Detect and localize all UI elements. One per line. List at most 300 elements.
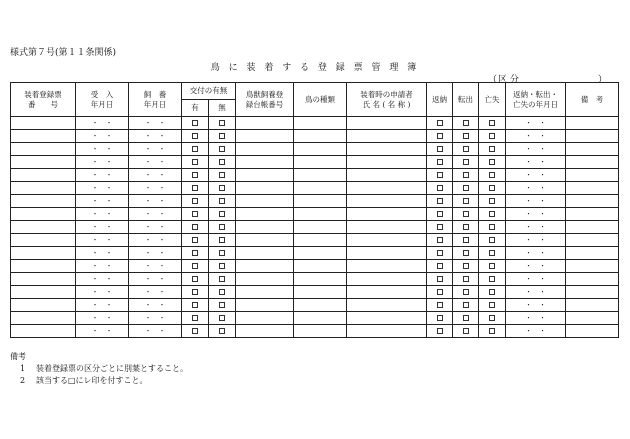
applicant-cell[interactable]: [347, 143, 427, 156]
checkbox-square[interactable]: [192, 276, 198, 282]
checkbox-square[interactable]: [437, 237, 443, 243]
checkbox-square[interactable]: [437, 302, 443, 308]
returned-checkbox[interactable]: [427, 169, 453, 182]
issued-no-checkbox[interactable]: [209, 169, 236, 182]
transferred-checkbox[interactable]: [453, 325, 479, 338]
remarks-cell[interactable]: [566, 221, 619, 234]
issued-no-checkbox[interactable]: [209, 247, 236, 260]
transferred-checkbox[interactable]: [453, 234, 479, 247]
checkbox-square[interactable]: [437, 289, 443, 295]
applicant-cell[interactable]: [347, 208, 427, 221]
returned-checkbox[interactable]: [427, 143, 453, 156]
tag-number-cell[interactable]: [11, 143, 76, 156]
issued-no-checkbox[interactable]: [209, 234, 236, 247]
transferred-checkbox[interactable]: [453, 130, 479, 143]
checkbox-square[interactable]: [437, 120, 443, 126]
checkbox-square[interactable]: [219, 133, 225, 139]
remarks-cell[interactable]: [566, 286, 619, 299]
ledger-number-cell[interactable]: [236, 117, 294, 130]
transferred-checkbox[interactable]: [453, 286, 479, 299]
species-cell[interactable]: [294, 143, 347, 156]
checkbox-square[interactable]: [192, 211, 198, 217]
checkbox-square[interactable]: [437, 185, 443, 191]
transferred-checkbox[interactable]: [453, 312, 479, 325]
return-date-cell[interactable]: [506, 195, 566, 208]
return-date-cell[interactable]: [506, 143, 566, 156]
ledger-number-cell[interactable]: [236, 221, 294, 234]
received-date-cell[interactable]: [76, 260, 129, 273]
received-date-cell[interactable]: [76, 221, 129, 234]
return-date-cell[interactable]: [506, 117, 566, 130]
checkbox-square[interactable]: [192, 263, 198, 269]
died-checkbox[interactable]: [479, 312, 506, 325]
checkbox-square[interactable]: [219, 211, 225, 217]
checkbox-square[interactable]: [219, 263, 225, 269]
applicant-cell[interactable]: [347, 260, 427, 273]
species-cell[interactable]: [294, 221, 347, 234]
returned-checkbox[interactable]: [427, 234, 453, 247]
issued-no-checkbox[interactable]: [209, 143, 236, 156]
checkbox-square[interactable]: [489, 198, 495, 204]
transferred-checkbox[interactable]: [453, 208, 479, 221]
applicant-cell[interactable]: [347, 299, 427, 312]
died-checkbox[interactable]: [479, 143, 506, 156]
kept-date-cell[interactable]: [129, 325, 182, 338]
issued-no-checkbox[interactable]: [209, 156, 236, 169]
species-cell[interactable]: [294, 169, 347, 182]
tag-number-cell[interactable]: [11, 208, 76, 221]
received-date-cell[interactable]: [76, 247, 129, 260]
tag-number-cell[interactable]: [11, 130, 76, 143]
kept-date-cell[interactable]: [129, 299, 182, 312]
return-date-cell[interactable]: [506, 325, 566, 338]
tag-number-cell[interactable]: [11, 221, 76, 234]
checkbox-square[interactable]: [219, 172, 225, 178]
ledger-number-cell[interactable]: [236, 169, 294, 182]
checkbox-square[interactable]: [219, 159, 225, 165]
remarks-cell[interactable]: [566, 247, 619, 260]
checkbox-square[interactable]: [489, 211, 495, 217]
checkbox-square[interactable]: [489, 276, 495, 282]
died-checkbox[interactable]: [479, 260, 506, 273]
transferred-checkbox[interactable]: [453, 156, 479, 169]
kept-date-cell[interactable]: [129, 221, 182, 234]
received-date-cell[interactable]: [76, 286, 129, 299]
return-date-cell[interactable]: [506, 247, 566, 260]
checkbox-square[interactable]: [463, 328, 469, 334]
returned-checkbox[interactable]: [427, 260, 453, 273]
checkbox-square[interactable]: [463, 159, 469, 165]
checkbox-square[interactable]: [463, 289, 469, 295]
checkbox-square[interactable]: [219, 328, 225, 334]
died-checkbox[interactable]: [479, 247, 506, 260]
issued-yes-checkbox[interactable]: [182, 312, 209, 325]
checkbox-square[interactable]: [219, 289, 225, 295]
transferred-checkbox[interactable]: [453, 299, 479, 312]
issued-no-checkbox[interactable]: [209, 286, 236, 299]
kept-date-cell[interactable]: [129, 182, 182, 195]
checkbox-square[interactable]: [463, 263, 469, 269]
tag-number-cell[interactable]: [11, 156, 76, 169]
issued-yes-checkbox[interactable]: [182, 143, 209, 156]
kept-date-cell[interactable]: [129, 286, 182, 299]
checkbox-square[interactable]: [437, 263, 443, 269]
checkbox-square[interactable]: [437, 159, 443, 165]
remarks-cell[interactable]: [566, 117, 619, 130]
checkbox-square[interactable]: [437, 211, 443, 217]
checkbox-square[interactable]: [463, 211, 469, 217]
kept-date-cell[interactable]: [129, 117, 182, 130]
applicant-cell[interactable]: [347, 325, 427, 338]
issued-no-checkbox[interactable]: [209, 312, 236, 325]
remarks-cell[interactable]: [566, 260, 619, 273]
transferred-checkbox[interactable]: [453, 195, 479, 208]
ledger-number-cell[interactable]: [236, 143, 294, 156]
received-date-cell[interactable]: [76, 312, 129, 325]
issued-yes-checkbox[interactable]: [182, 234, 209, 247]
issued-yes-checkbox[interactable]: [182, 130, 209, 143]
died-checkbox[interactable]: [479, 117, 506, 130]
kept-date-cell[interactable]: [129, 143, 182, 156]
checkbox-square[interactable]: [192, 224, 198, 230]
kept-date-cell[interactable]: [129, 247, 182, 260]
checkbox-square[interactable]: [219, 237, 225, 243]
issued-yes-checkbox[interactable]: [182, 260, 209, 273]
checkbox-square[interactable]: [192, 172, 198, 178]
ledger-number-cell[interactable]: [236, 286, 294, 299]
species-cell[interactable]: [294, 156, 347, 169]
issued-yes-checkbox[interactable]: [182, 195, 209, 208]
checkbox-square[interactable]: [192, 289, 198, 295]
species-cell[interactable]: [294, 234, 347, 247]
died-checkbox[interactable]: [479, 182, 506, 195]
checkbox-square[interactable]: [192, 302, 198, 308]
remarks-cell[interactable]: [566, 130, 619, 143]
ledger-number-cell[interactable]: [236, 325, 294, 338]
ledger-number-cell[interactable]: [236, 260, 294, 273]
checkbox-square[interactable]: [437, 328, 443, 334]
died-checkbox[interactable]: [479, 299, 506, 312]
return-date-cell[interactable]: [506, 273, 566, 286]
issued-no-checkbox[interactable]: [209, 208, 236, 221]
remarks-cell[interactable]: [566, 312, 619, 325]
remarks-cell[interactable]: [566, 273, 619, 286]
issued-no-checkbox[interactable]: [209, 273, 236, 286]
applicant-cell[interactable]: [347, 312, 427, 325]
issued-yes-checkbox[interactable]: [182, 325, 209, 338]
received-date-cell[interactable]: [76, 299, 129, 312]
remarks-cell[interactable]: [566, 195, 619, 208]
checkbox-square[interactable]: [463, 276, 469, 282]
transferred-checkbox[interactable]: [453, 169, 479, 182]
remarks-cell[interactable]: [566, 182, 619, 195]
checkbox-square[interactable]: [219, 146, 225, 152]
issued-no-checkbox[interactable]: [209, 260, 236, 273]
received-date-cell[interactable]: [76, 182, 129, 195]
checkbox-square[interactable]: [463, 315, 469, 321]
checkbox-square[interactable]: [437, 146, 443, 152]
returned-checkbox[interactable]: [427, 286, 453, 299]
checkbox-square[interactable]: [192, 185, 198, 191]
received-date-cell[interactable]: [76, 169, 129, 182]
return-date-cell[interactable]: [506, 156, 566, 169]
kept-date-cell[interactable]: [129, 273, 182, 286]
checkbox-square[interactable]: [489, 289, 495, 295]
return-date-cell[interactable]: [506, 260, 566, 273]
tag-number-cell[interactable]: [11, 312, 76, 325]
kept-date-cell[interactable]: [129, 130, 182, 143]
checkbox-square[interactable]: [437, 198, 443, 204]
issued-yes-checkbox[interactable]: [182, 208, 209, 221]
applicant-cell[interactable]: [347, 234, 427, 247]
received-date-cell[interactable]: [76, 273, 129, 286]
checkbox-square[interactable]: [219, 198, 225, 204]
checkbox-square[interactable]: [192, 159, 198, 165]
checkbox-square[interactable]: [489, 302, 495, 308]
tag-number-cell[interactable]: [11, 195, 76, 208]
applicant-cell[interactable]: [347, 182, 427, 195]
received-date-cell[interactable]: [76, 130, 129, 143]
checkbox-square[interactable]: [463, 237, 469, 243]
tag-number-cell[interactable]: [11, 247, 76, 260]
returned-checkbox[interactable]: [427, 130, 453, 143]
returned-checkbox[interactable]: [427, 325, 453, 338]
checkbox-square[interactable]: [192, 146, 198, 152]
checkbox-square[interactable]: [437, 276, 443, 282]
remarks-cell[interactable]: [566, 234, 619, 247]
checkbox-square[interactable]: [463, 302, 469, 308]
tag-number-cell[interactable]: [11, 286, 76, 299]
received-date-cell[interactable]: [76, 195, 129, 208]
return-date-cell[interactable]: [506, 208, 566, 221]
died-checkbox[interactable]: [479, 325, 506, 338]
ledger-number-cell[interactable]: [236, 299, 294, 312]
kept-date-cell[interactable]: [129, 312, 182, 325]
checkbox-square[interactable]: [463, 185, 469, 191]
species-cell[interactable]: [294, 260, 347, 273]
checkbox-square[interactable]: [489, 328, 495, 334]
remarks-cell[interactable]: [566, 325, 619, 338]
died-checkbox[interactable]: [479, 221, 506, 234]
received-date-cell[interactable]: [76, 156, 129, 169]
remarks-cell[interactable]: [566, 156, 619, 169]
applicant-cell[interactable]: [347, 117, 427, 130]
died-checkbox[interactable]: [479, 286, 506, 299]
ledger-number-cell[interactable]: [236, 234, 294, 247]
remarks-cell[interactable]: [566, 208, 619, 221]
checkbox-square[interactable]: [489, 172, 495, 178]
checkbox-square[interactable]: [463, 224, 469, 230]
applicant-cell[interactable]: [347, 195, 427, 208]
checkbox-square[interactable]: [463, 198, 469, 204]
issued-yes-checkbox[interactable]: [182, 169, 209, 182]
kept-date-cell[interactable]: [129, 260, 182, 273]
species-cell[interactable]: [294, 325, 347, 338]
checkbox-square[interactable]: [489, 185, 495, 191]
died-checkbox[interactable]: [479, 195, 506, 208]
checkbox-square[interactable]: [192, 120, 198, 126]
ledger-number-cell[interactable]: [236, 195, 294, 208]
applicant-cell[interactable]: [347, 130, 427, 143]
checkbox-square[interactable]: [463, 146, 469, 152]
kept-date-cell[interactable]: [129, 169, 182, 182]
checkbox-square[interactable]: [219, 224, 225, 230]
checkbox-square[interactable]: [489, 224, 495, 230]
species-cell[interactable]: [294, 286, 347, 299]
checkbox-square[interactable]: [219, 185, 225, 191]
species-cell[interactable]: [294, 182, 347, 195]
return-date-cell[interactable]: [506, 299, 566, 312]
issued-yes-checkbox[interactable]: [182, 182, 209, 195]
checkbox-square[interactable]: [489, 263, 495, 269]
issued-yes-checkbox[interactable]: [182, 299, 209, 312]
checkbox-square[interactable]: [489, 250, 495, 256]
transferred-checkbox[interactable]: [453, 247, 479, 260]
checkbox-square[interactable]: [219, 276, 225, 282]
ledger-number-cell[interactable]: [236, 247, 294, 260]
species-cell[interactable]: [294, 273, 347, 286]
checkbox-square[interactable]: [219, 302, 225, 308]
species-cell[interactable]: [294, 312, 347, 325]
transferred-checkbox[interactable]: [453, 221, 479, 234]
issued-yes-checkbox[interactable]: [182, 221, 209, 234]
issued-no-checkbox[interactable]: [209, 130, 236, 143]
returned-checkbox[interactable]: [427, 247, 453, 260]
received-date-cell[interactable]: [76, 234, 129, 247]
returned-checkbox[interactable]: [427, 208, 453, 221]
checkbox-square[interactable]: [219, 250, 225, 256]
tag-number-cell[interactable]: [11, 325, 76, 338]
return-date-cell[interactable]: [506, 312, 566, 325]
tag-number-cell[interactable]: [11, 169, 76, 182]
return-date-cell[interactable]: [506, 169, 566, 182]
ledger-number-cell[interactable]: [236, 273, 294, 286]
kept-date-cell[interactable]: [129, 195, 182, 208]
issued-yes-checkbox[interactable]: [182, 247, 209, 260]
issued-no-checkbox[interactable]: [209, 221, 236, 234]
transferred-checkbox[interactable]: [453, 117, 479, 130]
died-checkbox[interactable]: [479, 169, 506, 182]
transferred-checkbox[interactable]: [453, 143, 479, 156]
returned-checkbox[interactable]: [427, 312, 453, 325]
returned-checkbox[interactable]: [427, 273, 453, 286]
species-cell[interactable]: [294, 247, 347, 260]
tag-number-cell[interactable]: [11, 234, 76, 247]
checkbox-square[interactable]: [192, 328, 198, 334]
checkbox-square[interactable]: [192, 133, 198, 139]
tag-number-cell[interactable]: [11, 299, 76, 312]
return-date-cell[interactable]: [506, 221, 566, 234]
return-date-cell[interactable]: [506, 182, 566, 195]
issued-yes-checkbox[interactable]: [182, 286, 209, 299]
checkbox-square[interactable]: [192, 198, 198, 204]
species-cell[interactable]: [294, 195, 347, 208]
tag-number-cell[interactable]: [11, 117, 76, 130]
checkbox-square[interactable]: [489, 120, 495, 126]
applicant-cell[interactable]: [347, 221, 427, 234]
issued-no-checkbox[interactable]: [209, 195, 236, 208]
checkbox-square[interactable]: [192, 250, 198, 256]
checkbox-square[interactable]: [489, 237, 495, 243]
kept-date-cell[interactable]: [129, 156, 182, 169]
checkbox-square[interactable]: [219, 120, 225, 126]
returned-checkbox[interactable]: [427, 182, 453, 195]
issued-yes-checkbox[interactable]: [182, 273, 209, 286]
checkbox-square[interactable]: [192, 315, 198, 321]
checkbox-square[interactable]: [437, 172, 443, 178]
returned-checkbox[interactable]: [427, 156, 453, 169]
checkbox-square[interactable]: [192, 237, 198, 243]
checkbox-square[interactable]: [489, 133, 495, 139]
received-date-cell[interactable]: [76, 143, 129, 156]
issued-no-checkbox[interactable]: [209, 117, 236, 130]
ledger-number-cell[interactable]: [236, 182, 294, 195]
died-checkbox[interactable]: [479, 273, 506, 286]
ledger-number-cell[interactable]: [236, 208, 294, 221]
checkbox-square[interactable]: [437, 315, 443, 321]
species-cell[interactable]: [294, 208, 347, 221]
tag-number-cell[interactable]: [11, 273, 76, 286]
checkbox-square[interactable]: [463, 250, 469, 256]
transferred-checkbox[interactable]: [453, 273, 479, 286]
returned-checkbox[interactable]: [427, 117, 453, 130]
return-date-cell[interactable]: [506, 234, 566, 247]
transferred-checkbox[interactable]: [453, 182, 479, 195]
checkbox-square[interactable]: [463, 172, 469, 178]
issued-yes-checkbox[interactable]: [182, 156, 209, 169]
return-date-cell[interactable]: [506, 130, 566, 143]
kept-date-cell[interactable]: [129, 208, 182, 221]
died-checkbox[interactable]: [479, 234, 506, 247]
checkbox-square[interactable]: [219, 315, 225, 321]
died-checkbox[interactable]: [479, 156, 506, 169]
ledger-number-cell[interactable]: [236, 156, 294, 169]
received-date-cell[interactable]: [76, 208, 129, 221]
applicant-cell[interactable]: [347, 169, 427, 182]
checkbox-square[interactable]: [463, 133, 469, 139]
remarks-cell[interactable]: [566, 169, 619, 182]
species-cell[interactable]: [294, 117, 347, 130]
ledger-number-cell[interactable]: [236, 130, 294, 143]
checkbox-square[interactable]: [463, 120, 469, 126]
remarks-cell[interactable]: [566, 299, 619, 312]
return-date-cell[interactable]: [506, 286, 566, 299]
applicant-cell[interactable]: [347, 156, 427, 169]
checkbox-square[interactable]: [489, 159, 495, 165]
issued-no-checkbox[interactable]: [209, 299, 236, 312]
applicant-cell[interactable]: [347, 273, 427, 286]
transferred-checkbox[interactable]: [453, 260, 479, 273]
tag-number-cell[interactable]: [11, 182, 76, 195]
returned-checkbox[interactable]: [427, 195, 453, 208]
applicant-cell[interactable]: [347, 286, 427, 299]
died-checkbox[interactable]: [479, 130, 506, 143]
died-checkbox[interactable]: [479, 208, 506, 221]
checkbox-square[interactable]: [489, 146, 495, 152]
issued-no-checkbox[interactable]: [209, 325, 236, 338]
checkbox-square[interactable]: [437, 133, 443, 139]
checkbox-square[interactable]: [437, 250, 443, 256]
remarks-cell[interactable]: [566, 143, 619, 156]
returned-checkbox[interactable]: [427, 299, 453, 312]
received-date-cell[interactable]: [76, 117, 129, 130]
tag-number-cell[interactable]: [11, 260, 76, 273]
issued-no-checkbox[interactable]: [209, 182, 236, 195]
kept-date-cell[interactable]: [129, 234, 182, 247]
species-cell[interactable]: [294, 130, 347, 143]
applicant-cell[interactable]: [347, 247, 427, 260]
species-cell[interactable]: [294, 299, 347, 312]
